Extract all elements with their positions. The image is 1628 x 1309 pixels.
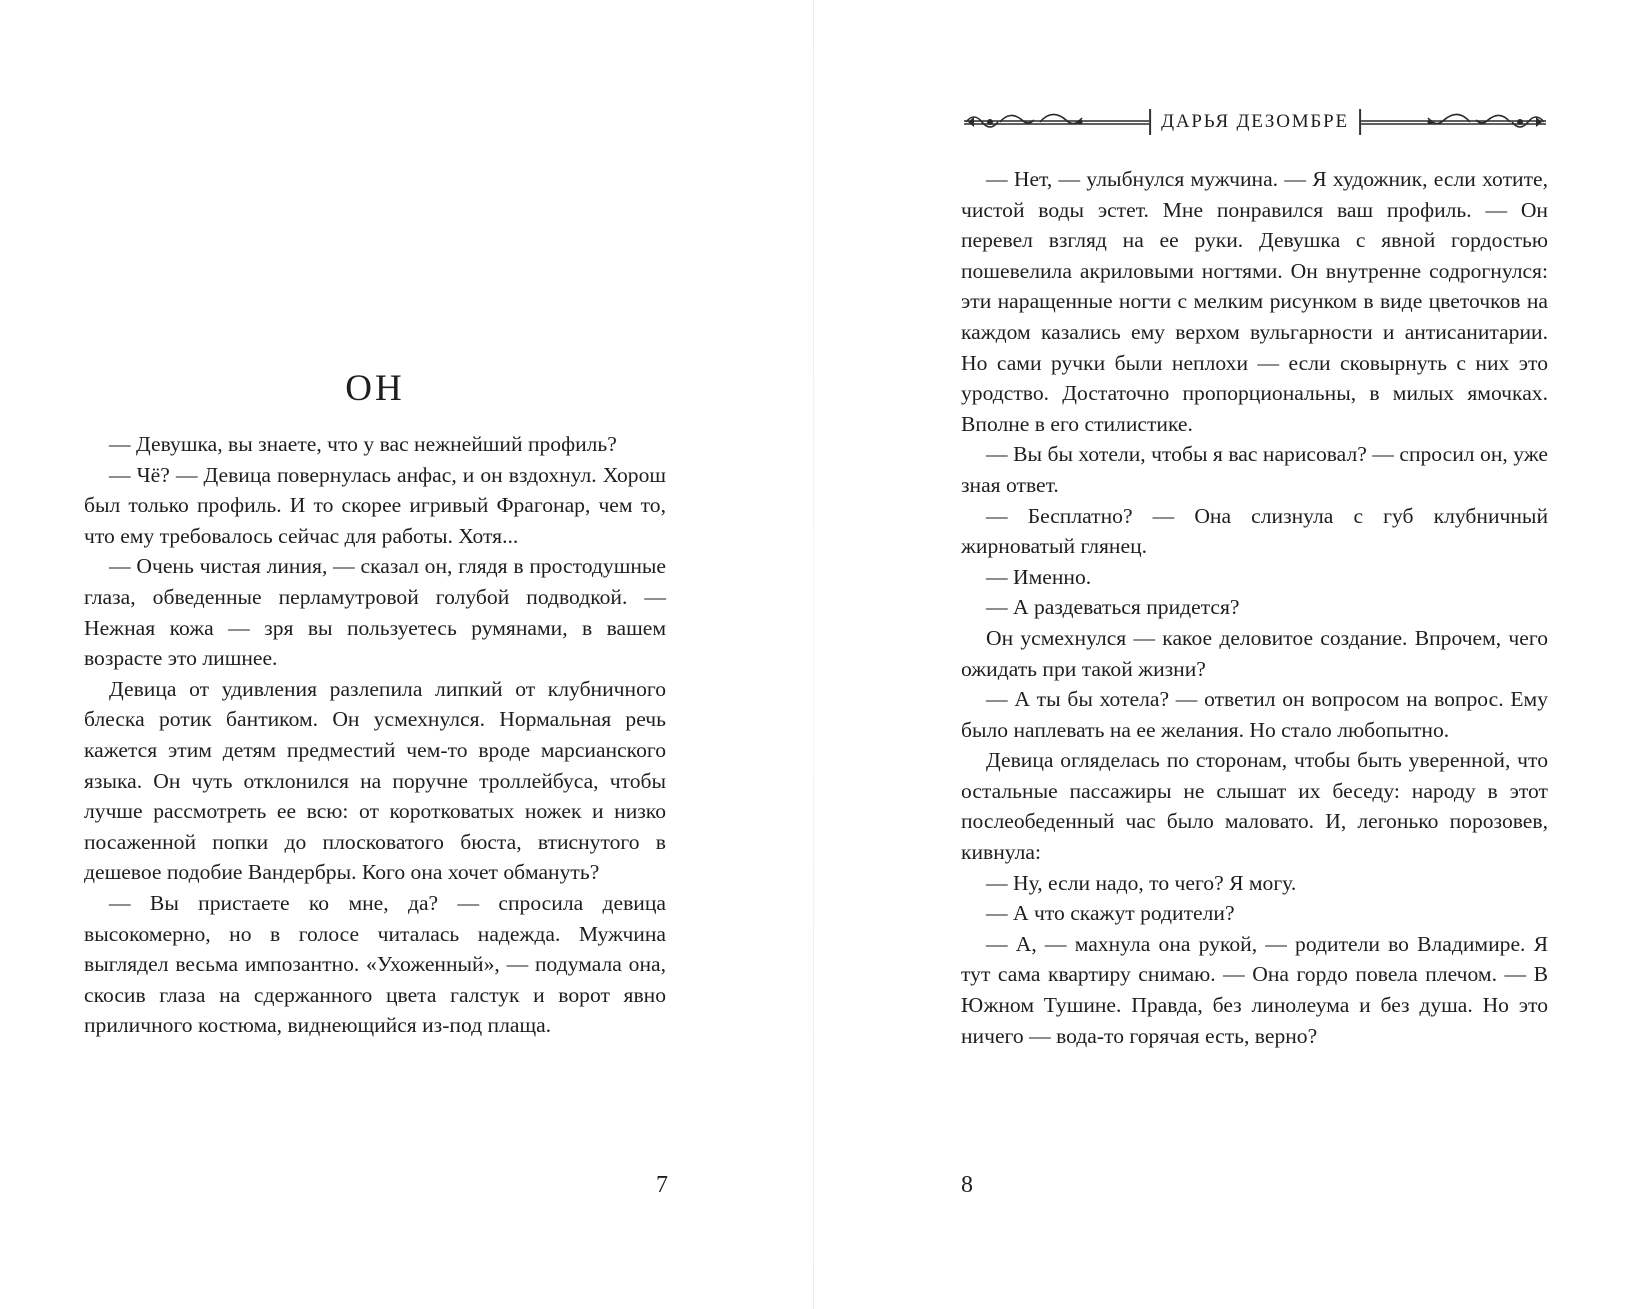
running-head-title: ДАРЬЯ ДЕЗОМБРЕ [1149, 109, 1361, 135]
paragraph: — Именно. [986, 564, 1092, 589]
paragraph: — А, — махнула она рукой, — родители во Владимире. Я тут сама квартиру снимаю. — Она гордо повела плечом. — В Южном Тушине. Правда, без линолеума и без душа. Но это ничего — вода-то горячая есть, верно? [961, 931, 1548, 1048]
paragraph: — Вы пристаете ко мне, да? — спросила девица высокомерно, но в голосе читалась надежда. Мужчина выглядел весьма импозантно. «Ухоженный», — подумала она, скосив глаза на сдержанного цвета галстук и ворот явно приличного костюма, виднеющийся из-под плаща. [84, 890, 666, 1038]
paragraph: — Нет, — улыбнулся мужчина. — Я художник, если хотите, чистой воды эстет. Мне понравился ваш профиль. — Он перевел взгляд на ее руки. Девушка с явной гордостью пошевелила акриловыми ногтями. Он внутренне содрогнулся: эти наращенные ногти с мелким рисунком в виде цветочков на каждом казались ему верхом вульгарности и антисанитарии. Но сами ручки были неплохи — если сковырнуть с них это уродство. Достаточно пропорциональны, в милых ямочках. Вполне в его стилистике. [961, 167, 1548, 436]
paragraph: — А раздеваться придется? [986, 595, 1240, 620]
page-number-right: 8 [961, 1172, 973, 1198]
paragraph: Девица от удивления разлепила липкий от клубничного блеска ротик бантиком. Он усмехнулся. Нормальная речь кажется этим детям предместий чем-то вроде марсианского языка. Он чуть отклонился на поручне троллейбуса, чтобы лучше рассмотреть ее всю: от коротковатых ножек и низко посаженной попки до плосковатого бюста, втиснутого в дешевое подобие Вандербры. Кого она хочет обмануть? [84, 676, 666, 885]
running-head [960, 107, 1550, 137]
left-page-text [84, 429, 666, 1041]
paragraph: Девица огляделась по сторонам, чтобы быть уверенной, что остальные пассажиры не слышат их беседу: народу в этот послеобеденный час было маловато. И, легонько порозовев, кивнула: [961, 748, 1548, 865]
left-page [0, 0, 813, 1309]
paragraph: — А ты бы хотела? — ответил он вопросом на вопрос. Ему было наплевать на ее желания. Но стало любопытно. [961, 687, 1548, 742]
paragraph: — Вы бы хотели, чтобы я вас нарисовал? — спросил он, уже зная ответ. [961, 442, 1548, 497]
right-page [814, 0, 1628, 1309]
paragraph: — Очень чистая линия, — сказал он, глядя в простодушные глаза, обведенные перламутровой голубой подводкой. — Нежная кожа — зря вы пользуетесь румянами, в вашем возрасте это лишнее. [84, 554, 666, 671]
paragraph: — Чё? — Девица повернулась анфас, и он вздохнул. Хорош был только профиль. И то скорее игривый Фрагонар, чем то, что ему требовалось сейчас для работы. Хотя... [84, 462, 666, 548]
right-page-text [961, 164, 1548, 1051]
paragraph: — Девушка, вы знаете, что у вас нежнейший профиль? [109, 432, 617, 456]
paragraph: Он усмехнулся — какое деловитое создание. Впрочем, чего ожидать при такой жизни? [961, 625, 1548, 681]
paragraph: — Ну, если надо, то чего? Я могу. [986, 870, 1297, 895]
paragraph: — Бесплатно? — Она слизнула с губ клубничный жирноватый глянец. [961, 503, 1548, 559]
paragraph: — А что скажут родители? [986, 901, 1235, 926]
chapter-title: ОН [345, 368, 405, 409]
page-number-left: 7 [656, 1172, 668, 1198]
